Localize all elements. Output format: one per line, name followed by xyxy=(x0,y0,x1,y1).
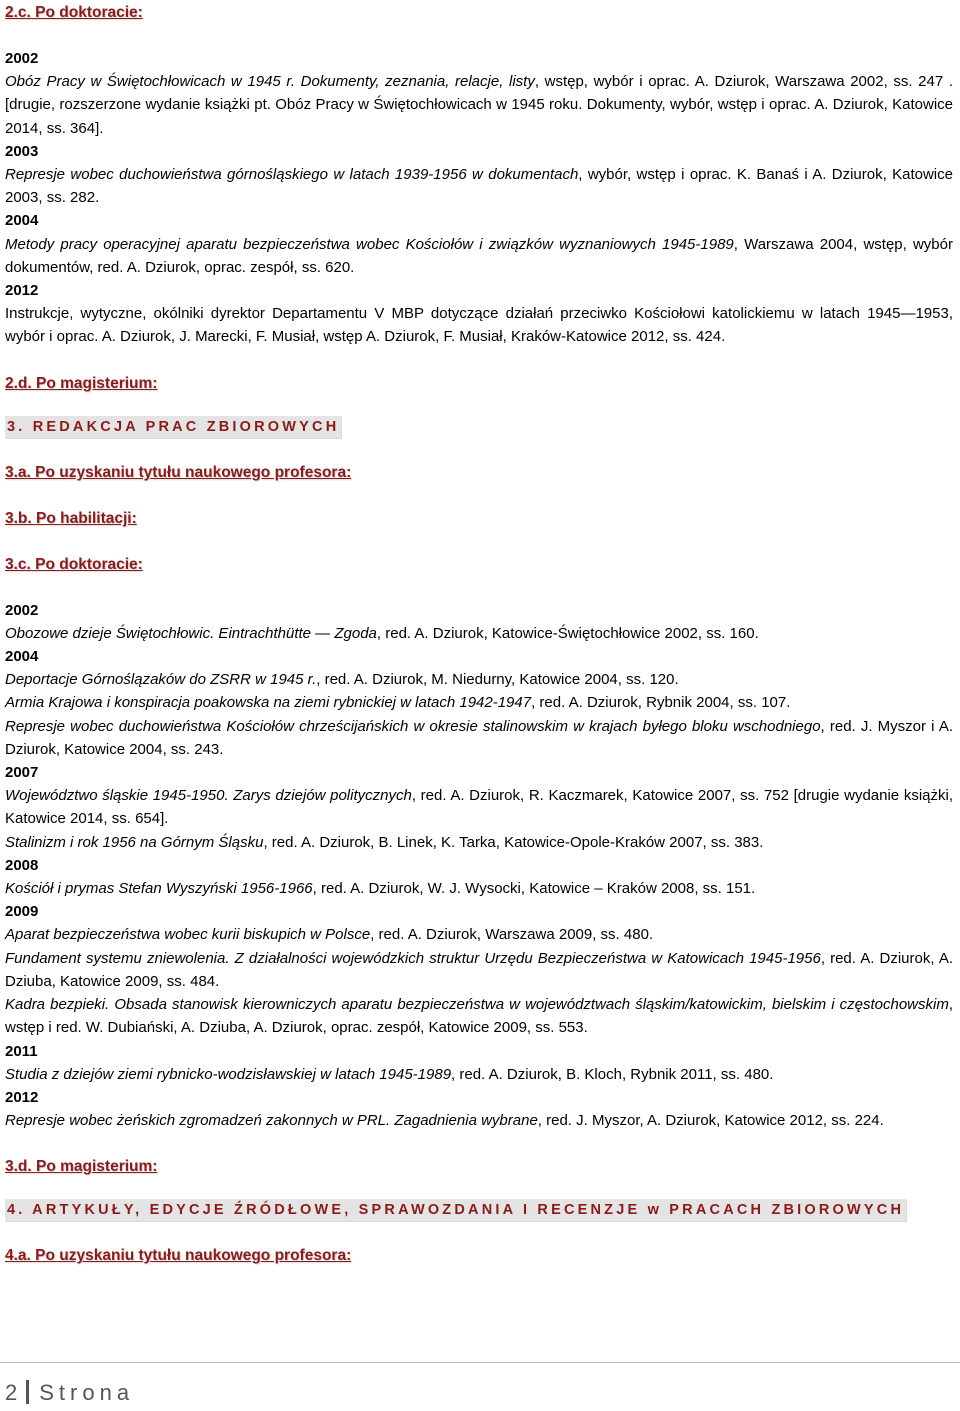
bibliography-entry xyxy=(5,233,953,279)
entry-details: , red. A. Dziurok, Rybnik 2004, ss. 107. xyxy=(531,694,791,712)
entry-title: Represje wobec żeńskich zgromadzeń zakonnych w PRL. Zagadnienia wybrane xyxy=(5,1112,538,1130)
entry-dash: — xyxy=(311,624,335,642)
year-label: 2009 xyxy=(5,903,39,921)
year-label: 2004 xyxy=(5,648,39,666)
page-number: 2 xyxy=(5,1380,23,1405)
section-banner-3: 3. REDAKCJA PRAC ZBIOROWYCH xyxy=(5,416,341,438)
entry-title: Stalinizm i rok 1956 na Górnym Śląsku xyxy=(5,833,264,851)
bibliography-entry xyxy=(5,1063,953,1086)
entry-title: Metody pracy operacyjnej aparatu bezpieczeństwa wobec Kościołów i związków wyznaniowych 1945-1989 xyxy=(5,235,734,253)
entry-title: Zgoda xyxy=(334,624,377,642)
bibliography-entry xyxy=(5,947,953,993)
entry-details: , wstęp i red. W. Dubiański, A. Dziuba, A. Dziurok, oprac. zespół, Katowice 2009, ss. 553. xyxy=(5,996,953,1037)
year-label: 2011 xyxy=(5,1042,38,1060)
section-heading-3d: 3.d. Po magisterium: xyxy=(5,1158,158,1176)
entry-details: , red. A. Dziurok, A. Dziuba, Katowice 2009, ss. 484. xyxy=(5,949,953,990)
bibliography-entry xyxy=(5,993,953,1039)
section-heading-2c: 2.c. Po doktoracie: xyxy=(5,4,143,21)
bibliography-entry xyxy=(5,715,953,761)
entry-title: Armia Krajowa i konspiracja poakowska na ziemi rybnickiej w latach 1942-1947 xyxy=(5,694,532,712)
entry-details: , red. A. Dziurok, Warszawa 2009, ss. 480. xyxy=(370,926,654,944)
entry-details: , red. J. Myszor, A. Dziurok, Katowice 2012, ss. 224. xyxy=(537,1112,884,1130)
entry-details: , red. A. Dziurok, W. J. Wysocki, Katowice – Kraków 2008, ss. 151. xyxy=(312,880,756,898)
section-heading-4a: 4.a. Po uzyskaniu tytułu naukowego profesora: xyxy=(5,1247,352,1265)
bibliography-entry xyxy=(5,691,953,714)
bibliography-entry xyxy=(5,163,953,209)
page-footer xyxy=(5,1380,134,1406)
bibliography-entry xyxy=(5,1109,953,1132)
entry-details: , wybór, wstęp i oprac. K. Banaś i A. Dziurok, Katowice 2003, ss. 282. xyxy=(5,166,953,207)
entry-title: Represje wobec duchowieństwa Kościołów chrześcijańskich w okresie stalinowskim w krajach byłego bloku wschodniego xyxy=(5,717,821,735)
year-label: 2002 xyxy=(5,601,39,619)
year-label: 2004 xyxy=(5,212,39,230)
section-heading-3a: 3.a. Po uzyskaniu tytułu naukowego profesora: xyxy=(5,463,352,481)
bibliography-entry xyxy=(5,877,953,900)
year-label: 2003 xyxy=(5,142,39,160)
entry-dash: — xyxy=(900,305,916,323)
year-label: 2012 xyxy=(5,1088,39,1106)
page-label: Strona xyxy=(39,1380,135,1405)
entry-details: , Warszawa 2004, wstęp, wybór dokumentów, red. A. Dziurok, oprac. zespół, ss. 620. xyxy=(5,235,953,276)
entry-title: Kościół i prymas Stefan Wyszyński 1956-1966 xyxy=(5,880,313,898)
entry-title: Obóz Pracy w Świętochłowicach w 1945 r. Dokumenty, zeznania, relacje, listy xyxy=(5,73,535,91)
bibliography-entry xyxy=(5,622,953,645)
entry-title: Aparat bezpieczeństwa wobec kurii biskupich w Polsce xyxy=(5,926,371,944)
entry-details: , red. A. Dziurok, R. Kaczmarek, Katowice 2007, ss. 752 [drugie wydanie książki, Katowice 2014, ss. 654]. xyxy=(5,787,953,828)
entry-title: Fundament systemu zniewolenia. Z działalności wojewódzkich struktur Urzędu Bezpieczeństwa w Katowicach 1945-1956 xyxy=(5,949,821,967)
bibliography-entry xyxy=(5,923,953,946)
entry-title: Obozowe dzieje Świętochłowic. Eintrachthütte xyxy=(5,624,311,642)
entry-title: Deportacje Górnoślązaków do ZSRR w 1945 r. xyxy=(5,671,317,689)
entry-details: , red. J. Myszor i A. Dziurok, Katowice 2004, ss. 243. xyxy=(5,717,954,758)
bibliography-entry xyxy=(5,668,953,691)
bibliography-entry xyxy=(5,302,953,348)
year-label: 2002 xyxy=(5,50,39,67)
year-label: 2007 xyxy=(5,764,39,782)
entry-title: Represje wobec duchowieństwa górnośląskiego w latach 1939-1956 w dokumentach xyxy=(5,166,579,184)
entry-details: , red. A. Dziurok, M. Niedurny, Katowice 2004, ss. 120. xyxy=(316,671,679,689)
footer-separator xyxy=(26,1380,29,1404)
section-heading-3b: 3.b. Po habilitacji: xyxy=(5,509,137,527)
entry-details: , wstęp, wybór i oprac. A. Dziurok, Warszawa 2002, ss. 247 . [drugie, rozszerzone wydanie książki pt. Obóz Pracy w Świętochłowicach w 1945 roku. Dokumenty, wybór, wstęp i oprac. A. Dziurok, Katowice 2014, ss. 364]. xyxy=(5,73,954,137)
section-banner-4: 4. ARTYKUŁY, EDYCJE ŹRÓDŁOWE, SPRAWOZDANIA I RECENZJE w PRACACH ZBIOROWYCH xyxy=(5,1199,906,1221)
entry-title: Instrukcje, wytyczne, okólniki dyrektor Departamentu V MBP dotyczące działań przeciwko Kościołowi katolickiemu w latach 1945 xyxy=(5,305,901,323)
entry-details: , red. A. Dziurok, B. Kloch, Rybnik 2011, ss. 480. xyxy=(451,1065,774,1083)
footer-divider xyxy=(0,1362,960,1363)
bibliography-entry xyxy=(5,831,953,854)
entry-title: Kadra bezpieki. Obsada stanowisk kierowniczych aparatu bezpieczeństwa w województwach śląskim/katowickim, bielskim i częstochowskim xyxy=(5,996,949,1014)
bibliography-entry xyxy=(5,784,953,830)
entry-details: 1953, wybór i oprac. A. Dziurok, J. Marecki, F. Musiał, wstęp A. Dziurok, F. Musiał, Kraków-Katowice 2012, ss. 424. xyxy=(5,305,953,346)
year-label: 2012 xyxy=(5,282,39,300)
entry-details: , red. A. Dziurok, B. Linek, K. Tarka, Katowice-Opole-Kraków 2007, ss. 383. xyxy=(263,833,764,851)
bibliography-entry xyxy=(5,70,953,140)
section-heading-2d: 2.d. Po magisterium: xyxy=(5,374,158,392)
entry-title: Województwo śląskie 1945-1950. Zarys dziejów politycznych xyxy=(5,787,412,805)
entry-details: , red. A. Dziurok, Katowice-Świętochłowice 2002, ss. 160. xyxy=(376,624,759,642)
section-heading-3c: 3.c. Po doktoracie: xyxy=(5,555,143,573)
year-label: 2008 xyxy=(5,856,39,874)
entry-title: Studia z dziejów ziemi rybnicko-wodzisławskiej w latach 1945-1989 xyxy=(5,1065,452,1083)
document-page xyxy=(5,0,953,1267)
